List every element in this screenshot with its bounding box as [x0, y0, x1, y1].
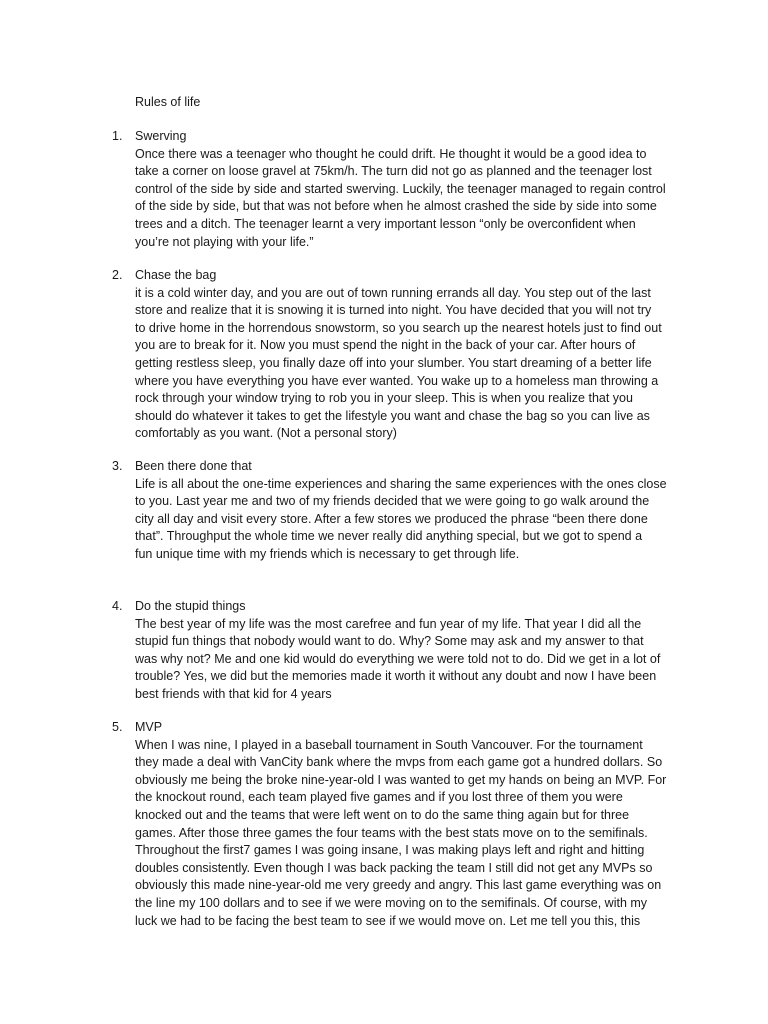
body-line: to you. Last year me and two of my friends decided that we were going to go walk around the [135, 494, 650, 509]
section-number: 5. [112, 720, 123, 734]
body-line: Throughout the first7 games I was going insane, I was making plays left and right and hitting [135, 843, 645, 858]
body-line: Once there was a teenager who thought he could drift. He thought it would be a good idea to [135, 146, 647, 161]
section-heading: MVP [135, 720, 163, 734]
section-heading: Swerving [135, 129, 187, 143]
body-line: they made a deal with VanCity bank where the mvps from each game got a hundred dollars. So [135, 755, 663, 770]
body-line: to drive home in the horrendous snowstorm, so you search up the nearest hotels just to find out [135, 320, 662, 335]
body-line: you are to break for it. Now you must spend the night in the back of your car. After hours of [135, 338, 636, 353]
body-line: rock through your window trying to rob you in your sleep. This is when you realize that you [135, 391, 633, 406]
body-line: doubles consistently. Even though I was back packing the team I still did not get any MVPs so [135, 860, 653, 875]
body-line: where you have everything you have ever wanted. You wake up to a homeless man throwing a [135, 373, 659, 388]
body-line: stupid fun things that nobody would want to do. Why? Some may ask and my answer to that [135, 634, 644, 649]
body-line: the line my 100 dollars and to see if we were moving on to the semifinals. Of course, with my [135, 895, 648, 910]
body-line: obviously this made nine-year-old me very greedy and angry. This last game everything was on [135, 878, 662, 893]
section-number: 2. [112, 268, 123, 282]
section-number: 4. [112, 599, 123, 613]
section-number: 1. [112, 129, 123, 143]
body-line: take a corner on loose gravel at 75km/h. The turn did not go as planned and the teenager lost [135, 164, 652, 179]
document-title: Rules of life [135, 95, 201, 109]
body-line: knocked out and the teams that were left went on to do the same thing again but for three [135, 807, 630, 822]
section-body [135, 476, 680, 564]
body-line: When I was nine, I played in a baseball tournament in South Vancouver. For the tournament [135, 737, 643, 752]
body-line: that”. Throughput the whole time we never really did anything special, but we got to spend a [135, 529, 643, 544]
body-line: should do whatever it takes to get the lifestyle you want and chase the bag so you can live as [135, 408, 650, 423]
section-body [135, 616, 680, 704]
body-line: control of the side by side and started swerving. Luckily, the teenager managed to regain control [135, 181, 666, 196]
body-line: the knockout round, each team played five games and if you lost three of them you were [135, 790, 623, 805]
body-line: Life is all about the one-time experiences and sharing the same experiences with the ones close [135, 476, 667, 491]
section-body [135, 285, 680, 443]
body-line: trouble? Yes, we did but the memories made it worth it without any doubt and now I have been [135, 669, 657, 684]
section-body [135, 737, 680, 931]
body-line: of the side by side, but that was not before when he almost crashed the side by side into some [135, 199, 657, 214]
section-heading: Do the stupid things [135, 599, 246, 613]
body-line: it is a cold winter day, and you are out of town running errands all day. You step out of the last [135, 285, 651, 300]
body-line: comfortably as you want. (Not a personal story) [135, 426, 397, 441]
section-heading: Been there done that [135, 459, 252, 473]
body-line: obviously me being the broke nine-year-old I was wanted to get my hands on being an MVP. For [135, 772, 667, 787]
body-line: fun unique time with my friends which is necessary to get through life. [135, 546, 520, 561]
body-line: city all day and visit every store. After a few stores we produced the phrase “been there done [135, 511, 648, 526]
body-line: getting restless sleep, you finally daze off into your slumber. You start dreaming of a better life [135, 355, 652, 370]
body-line: luck we had to be facing the best team to see if we would move on. Let me tell you this, this [135, 913, 641, 928]
body-line: The best year of my life was the most carefree and fun year of my life. That year I did all the [135, 616, 642, 631]
body-line: best friends with that kid for 4 years [135, 686, 332, 701]
section-heading: Chase the bag [135, 268, 217, 282]
body-line: store and realize that it is snowing it is turned into night. You have decided that you will not try [135, 303, 652, 318]
body-line: games. After those three games the four teams with the best stats move on to the semifinals. [135, 825, 648, 840]
section-number: 3. [112, 459, 123, 473]
body-line: trees and a ditch. The teenager learnt a very important lesson “only be overconfident when [135, 216, 636, 231]
body-line: was why not? Me and one kid would do everything we were told not to do. Did we get in a lot of [135, 651, 661, 666]
section-body [135, 146, 680, 252]
body-line: you’re not playing with your life.” [135, 234, 314, 249]
